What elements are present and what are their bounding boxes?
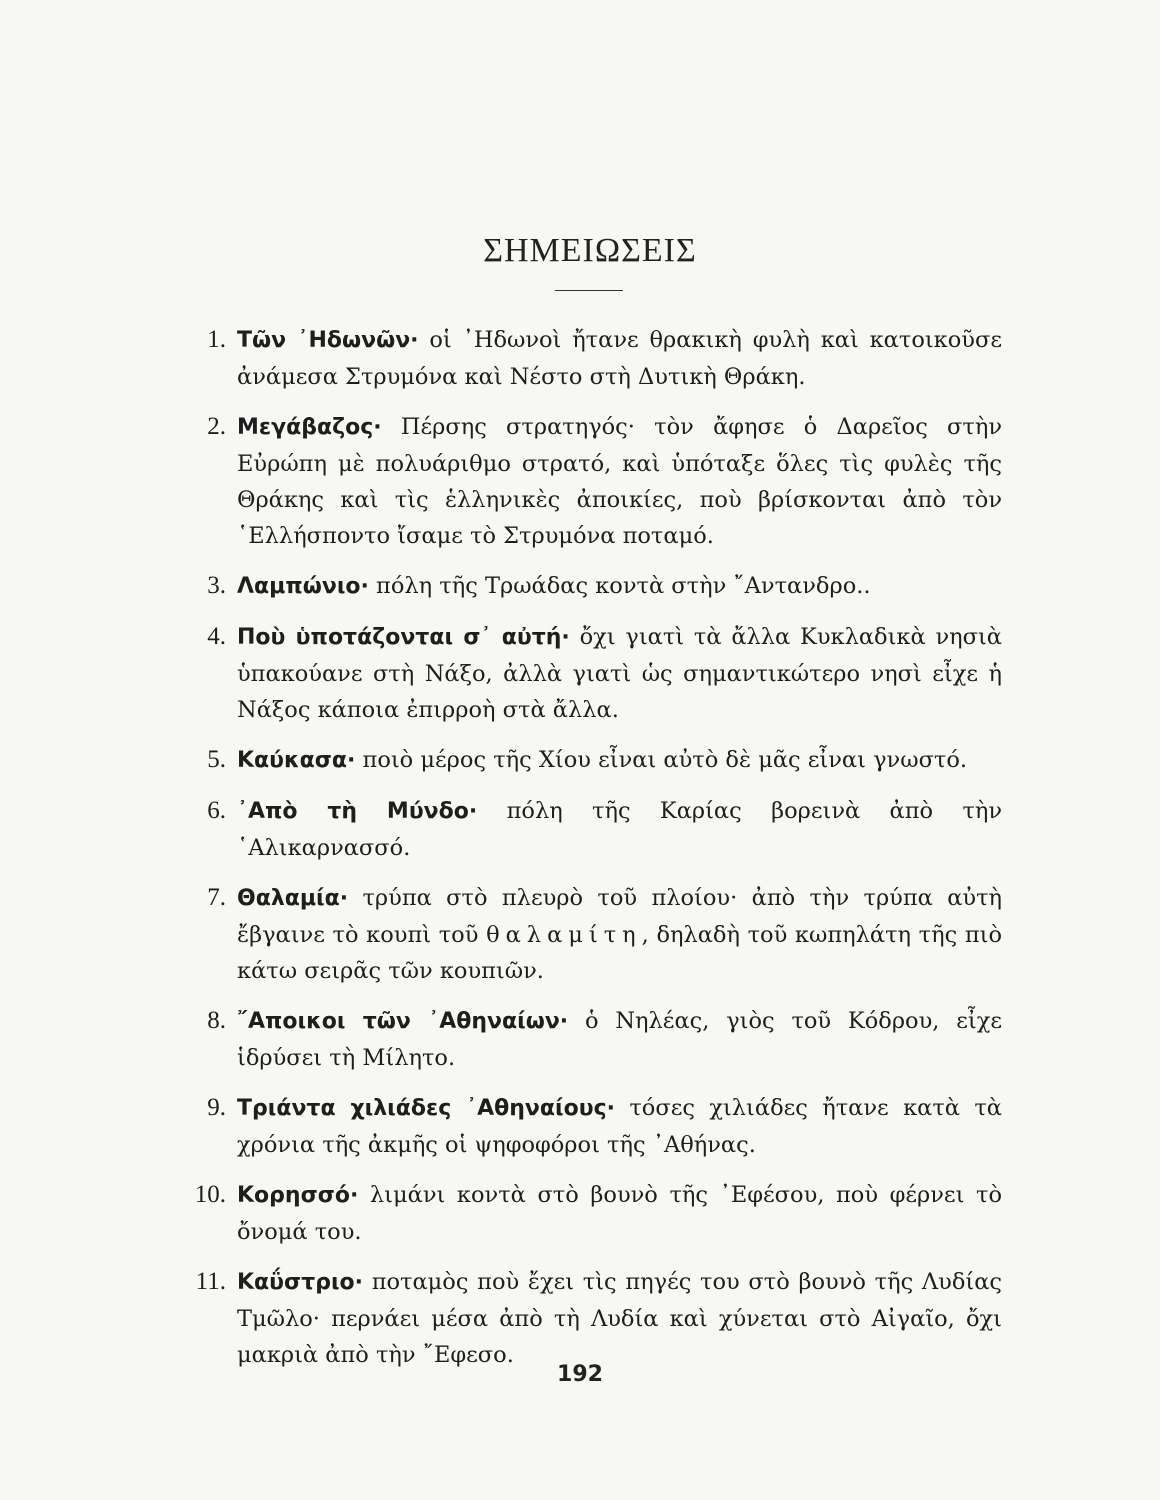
note-11 [180, 1264, 1002, 1373]
note-number: 6. [207, 797, 226, 824]
note-6 [180, 793, 1002, 866]
note-number: 5. [207, 746, 226, 773]
note-text: τόσες χιλιάδες ἤτανε κατὰ τὰ χρόνια τῆς ἀκμῆς οἱ ψηφοφόροι τῆς ᾿Αθήνας. [237, 1095, 1003, 1158]
notes-list [180, 322, 1002, 1387]
note-9 [180, 1090, 1002, 1163]
note-number: 4. [207, 623, 226, 650]
title-divider [555, 290, 623, 291]
note-term: Καΰστριο· [237, 1270, 363, 1295]
note-number: 10. [194, 1181, 226, 1208]
note-spaced-term: θαλαμίτη [486, 922, 642, 948]
note-term: Τῶν ᾿Ηδωνῶν· [237, 328, 419, 353]
note-8 [180, 1003, 1002, 1076]
note-10 [180, 1177, 1002, 1250]
note-text: πόλη τῆς Τρωάδας κοντὰ στὴν ῎Αντανδρο.. [376, 573, 871, 599]
note-term: Ποὺ ὑποτάζονται σ᾿ αὐτή· [237, 625, 570, 650]
note-term: ῎Αποικοι τῶν ᾿Αθηναίων· [237, 1009, 569, 1034]
note-term: Θαλαμία· [237, 886, 349, 911]
note-number: 2. [207, 413, 226, 440]
page-number: 192 [557, 1362, 603, 1387]
note-text: λιμάνι κοντὰ στὸ βουνὸ τῆς ᾿Εφέσου, ποὺ φέρνει τὸ ὄνομά του. [237, 1182, 1002, 1245]
note-text: πόλη τῆς Καρίας βορεινὰ ἀπὸ τὴν ῾Αλικαρνασσό. [237, 798, 1003, 861]
note-term: Καύκασα· [237, 748, 356, 773]
note-text: οἱ ᾿Ηδωνοὶ ἤτανε θρακικὴ φυλὴ καὶ κατοικοῦσε ἀνάμεσα Στρυμόνα καὶ Νέστο στὴ Δυτικὴ Θράκη. [237, 327, 1002, 390]
note-text: ὁ Νηλέας, γιὸς τοῦ Κόδρου, εἶχε ἱδρύσει τὴ Μίλητο. [237, 1008, 1003, 1071]
note-text: ποταμὸς ποὺ ἔχει τὶς πηγές του στὸ βουνὸ τῆς Λυδίας Τμῶλο· περνάει μέσα ἀπὸ τὴ Λυδία καὶ χύνεται στὸ Αἰγαῖο, ὄχι μακριὰ ἀπὸ τὴν ῎Εφεσο. [237, 1269, 1002, 1368]
note-text-after: , δηλαδὴ τοῦ κωπηλάτη τῆς πιὸ κάτω σειρᾶς τῶν κουπιῶν. [237, 922, 1002, 984]
note-2 [180, 409, 1002, 554]
note-number: 1. [207, 326, 226, 353]
note-number: 8. [207, 1007, 226, 1034]
note-term: Λαμπώνιο· [237, 574, 369, 599]
note-term: ᾿Απὸ τὴ Μύνδο· [237, 799, 478, 824]
note-text: τρύπα στὸ πλευρὸ τοῦ πλοίου· ἀπὸ τὴν τρύπα αὐτὴ ἔβγαινε τὸ κουπὶ τοῦ [237, 885, 1002, 948]
note-term: Τριάντα χιλιάδες ᾿Αθηναίους· [237, 1096, 615, 1121]
note-3 [180, 568, 1002, 605]
note-number: 9. [207, 1094, 226, 1121]
note-term: Μεγάβαζος· [237, 415, 382, 440]
note-text: ποιὸ μέρος τῆς Χίου εἶναι αὐτὸ δὲ μᾶς εἶναι γνωστό. [362, 747, 968, 773]
note-text: ὄχι γιατὶ τὰ ἄλλα Κυκλαδικὰ νησιὰ ὑπακούανε στὴ Νάξο, ἀλλὰ γιατὶ ὡς σημαντικώτερο νησὶ εἶχε ἡ Νάξος κάποια ἐπιρροὴ στὰ ἄλλα. [237, 624, 1002, 723]
note-4 [180, 619, 1002, 728]
note-term: Κορησσό· [237, 1183, 359, 1208]
note-5 [180, 742, 1002, 779]
page-title: ΣΗΜΕΙΩΣΕΙΣ [483, 232, 697, 269]
note-number: 7. [207, 884, 226, 911]
note-number: 3. [207, 572, 226, 599]
note-1 [180, 322, 1002, 395]
note-number: 11. [195, 1268, 226, 1295]
note-7 [180, 880, 1002, 989]
note-text: Πέρσης στρατηγός· τὸν ἄφησε ὁ Δαρεῖος στὴν Εὐρώπη μὲ πολυάριθμο στρατό, καὶ ὑπόταξε ὅλες τὶς φυλὲς τῆς Θράκης καὶ τὶς ἑλληνικὲς ἀποικίες, ποὺ βρίσκονται ἀπὸ τὸν ῾Ελλήσποντο ἴσαμε τὸ Στρυμόνα ποταμό. [237, 414, 1002, 549]
